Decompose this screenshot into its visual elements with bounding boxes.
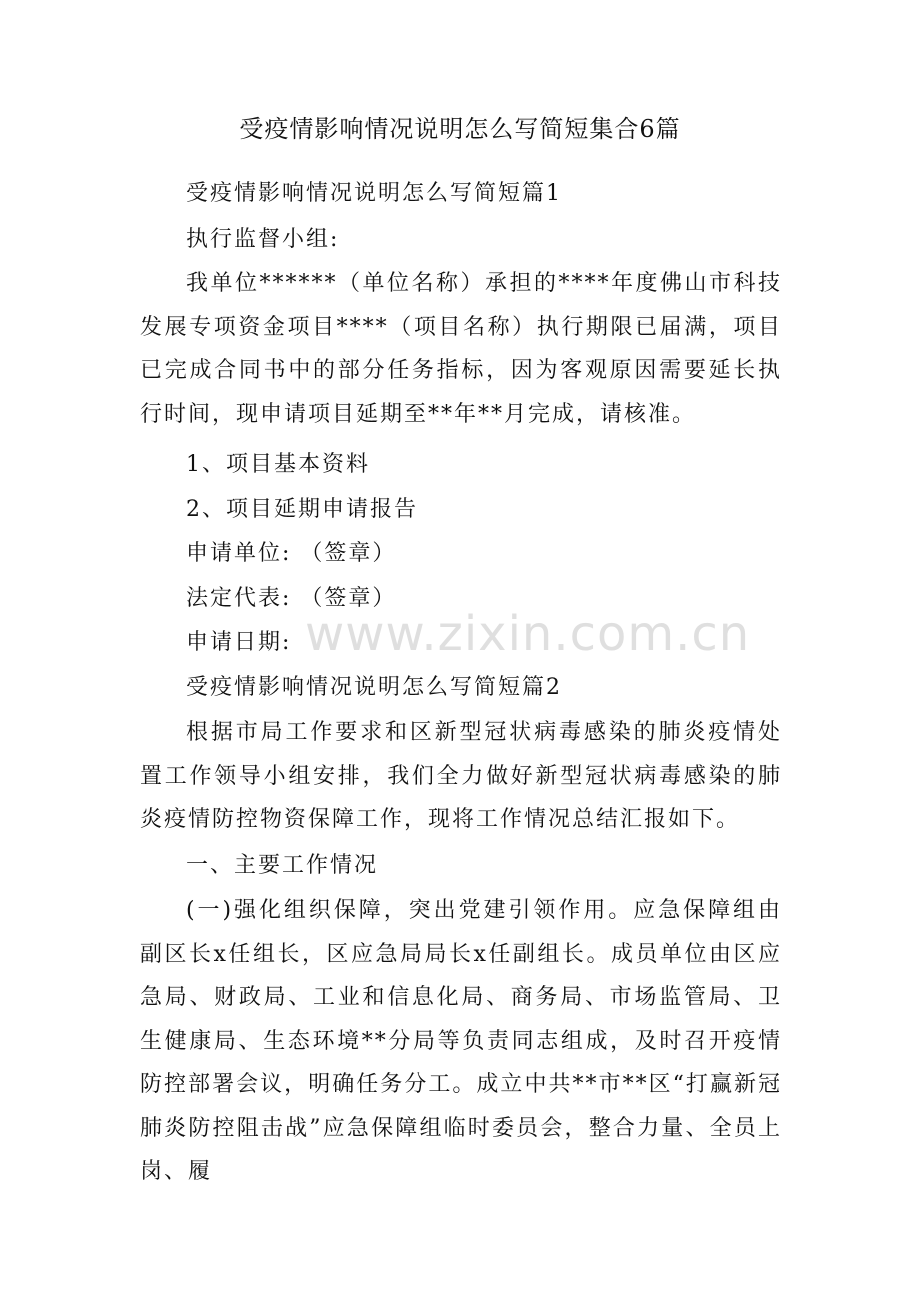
section-1-body: 我单位******（单位名称）承担的****年度佛山市科技发展专项资金项目****（项目名称）执行期限已届满，项目已完成合同书中的部分任务指标，因为客观原因需要延长执行时间，现申请项目延期至**年**月完成，请核准。	[140, 271, 782, 427]
signature-date: 申请日期:	[186, 630, 292, 655]
section-1-heading: 受疫情影响情况说明怎么写简短篇1	[186, 181, 562, 206]
signature-applicant-unit: 申请单位: （签章）	[186, 541, 397, 566]
attachment-item-1: 1、项目基本资料	[186, 452, 370, 477]
watermark: www.zixin.com.cn	[305, 606, 751, 662]
document-title: 受疫情影响情况说明怎么写简短集合6篇	[239, 115, 681, 143]
section-2-item-1: (一)强化组织保障，突出党建引领作用。应急保障组由副区长x任组长，区应急局局长x任副组长。成员单位由区应急局、财政局、工业和信息化局、商务局、市场监管局、卫生健康局、生态环境**分局等负责同志组成，及时召开疫情防控部署会议，明确任务分工。成立中共**市**区“打赢新冠肺炎防控阻击战”应急保障组临时委员会，整合力量、全员上岗、履	[140, 898, 782, 1184]
section-2-subheading: 一、主要工作情况	[186, 853, 379, 878]
addressee-line: 执行监督小组:	[186, 227, 340, 252]
signature-legal-representative: 法定代表: （签章）	[186, 586, 397, 611]
section-2-intro: 根据市局工作要求和区新型冠状病毒感染的肺炎疫情处置工作领导小组安排，我们全力做好新型冠状病毒感染的肺炎疫情防控物资保障工作，现将工作情况总结汇报如下。	[140, 720, 782, 832]
attachment-item-2: 2、项目延期申请报告	[186, 497, 418, 522]
section-2-heading: 受疫情影响情况说明怎么写简短篇2	[186, 675, 562, 700]
